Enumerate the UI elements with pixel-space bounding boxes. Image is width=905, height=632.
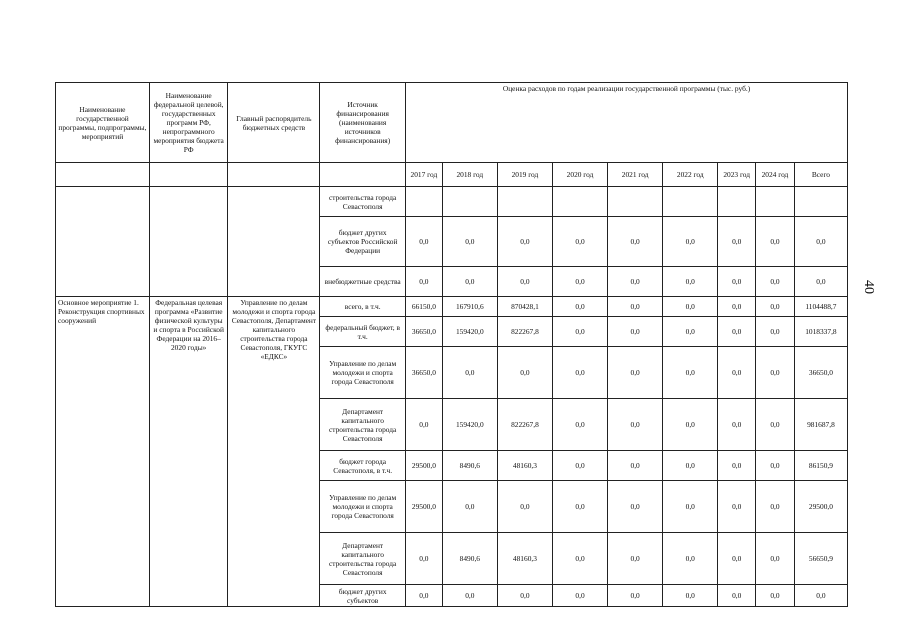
value-cell: 0,0 [497, 217, 552, 267]
value-cell: 0,0 [718, 451, 756, 481]
value-cell: 0,0 [608, 585, 663, 607]
value-cell: 86150,9 [794, 451, 847, 481]
header-year-cell: 2019 год [497, 163, 552, 187]
value-cell: 0,0 [552, 585, 607, 607]
value-cell: 0,0 [406, 585, 443, 607]
continued-name-cell [56, 187, 150, 297]
table-row [56, 297, 848, 317]
value-cell: 0,0 [552, 481, 607, 533]
value-cell: 0,0 [663, 585, 718, 607]
value-cell: 0,0 [663, 317, 718, 347]
value-cell: 0,0 [718, 481, 756, 533]
value-cell: 981687,8 [794, 399, 847, 451]
value-cell: 0,0 [756, 267, 795, 297]
budget-table-sheet [55, 82, 848, 607]
header-years-row [56, 163, 848, 187]
value-cell: 8490,6 [442, 451, 497, 481]
value-cell: 0,0 [718, 317, 756, 347]
value-cell: 0,0 [608, 267, 663, 297]
value-cell: 0,0 [663, 217, 718, 267]
value-cell: 0,0 [442, 585, 497, 607]
source-cell: внебюджетные средства [320, 267, 406, 297]
value-cell [663, 187, 718, 217]
header-col-manager: Главный распорядитель бюджетных средств [228, 83, 320, 163]
value-cell: 0,0 [497, 481, 552, 533]
header-empty-cell [320, 163, 406, 187]
value-cell: 56650,9 [794, 533, 847, 585]
value-cell: 0,0 [406, 267, 443, 297]
value-cell: 0,0 [718, 267, 756, 297]
value-cell: 29500,0 [406, 481, 443, 533]
source-cell: бюджет других субъектов [320, 585, 406, 607]
value-cell [497, 187, 552, 217]
value-cell: 159420,0 [442, 317, 497, 347]
value-cell: 0,0 [794, 267, 847, 297]
header-col-estimate: Оценка расходов по годам реализации государственной программы (тыс. руб.) [406, 83, 848, 163]
header-col-source: Источник финансирования (наименования источников финансирования) [320, 83, 406, 163]
value-cell: 0,0 [552, 347, 607, 399]
value-cell: 36650,0 [406, 347, 443, 399]
header-col-name: Наименование государственной программы, подпрограммы, мероприятий [56, 83, 150, 163]
source-cell: строительства города Севастополя [320, 187, 406, 217]
value-cell: 0,0 [552, 217, 607, 267]
value-cell: 0,0 [442, 481, 497, 533]
value-cell: 0,0 [718, 585, 756, 607]
value-cell: 0,0 [497, 585, 552, 607]
value-cell: 0,0 [794, 585, 847, 607]
value-cell: 0,0 [756, 481, 795, 533]
value-cell [442, 187, 497, 217]
page-number: 40 [861, 280, 876, 294]
value-cell: 48160,3 [497, 533, 552, 585]
activity-federal-cell: Федеральная целевая программа «Развитие физической культуры и спорта в Российской Федерации на 2016–2020 годы» [149, 297, 228, 607]
header-row [56, 83, 848, 163]
value-cell: 0,0 [442, 347, 497, 399]
value-cell: 0,0 [794, 217, 847, 267]
header-year-cell: 2024 год [756, 163, 795, 187]
source-cell: Департамент капитального строительства города Севастополя [320, 399, 406, 451]
continued-manager-cell [228, 187, 320, 297]
value-cell [608, 187, 663, 217]
value-cell: 0,0 [406, 399, 443, 451]
value-cell: 0,0 [663, 267, 718, 297]
value-cell: 0,0 [718, 217, 756, 267]
value-cell: 0,0 [756, 399, 795, 451]
value-cell: 0,0 [756, 297, 795, 317]
value-cell: 0,0 [718, 297, 756, 317]
header-empty-cell [56, 163, 150, 187]
value-cell: 0,0 [442, 267, 497, 297]
value-cell: 0,0 [718, 347, 756, 399]
value-cell: 0,0 [663, 451, 718, 481]
value-cell: 8490,6 [442, 533, 497, 585]
value-cell: 0,0 [608, 347, 663, 399]
source-cell: Департамент капитального строительства города Севастополя [320, 533, 406, 585]
value-cell: 36650,0 [406, 317, 443, 347]
value-cell: 0,0 [552, 533, 607, 585]
header-year-cell: 2021 год [608, 163, 663, 187]
value-cell: 0,0 [497, 347, 552, 399]
value-cell: 0,0 [552, 451, 607, 481]
value-cell: 29500,0 [406, 451, 443, 481]
source-cell: Управление по делам молодежи и спорта города Севастополя [320, 481, 406, 533]
value-cell: 0,0 [718, 533, 756, 585]
value-cell: 48160,3 [497, 451, 552, 481]
value-cell: 0,0 [608, 481, 663, 533]
value-cell: 0,0 [608, 451, 663, 481]
value-cell: 66150,0 [406, 297, 443, 317]
activity-manager-cell: Управление по делам молодежи и спорта города Севастополя, Департамент капитального строительства города Севастополя, ГКУГС «ЕДКС» [228, 297, 320, 607]
value-cell: 1018337,8 [794, 317, 847, 347]
source-cell: бюджет города Севастополя, в т.ч. [320, 451, 406, 481]
value-cell [718, 187, 756, 217]
header-year-cell: Всего [794, 163, 847, 187]
header-year-cell: 2020 год [552, 163, 607, 187]
header-year-cell: 2022 год [663, 163, 718, 187]
header-empty-cell [228, 163, 320, 187]
value-cell: 0,0 [442, 217, 497, 267]
value-cell: 822267,8 [497, 399, 552, 451]
header-year-cell: 2017 год [406, 163, 443, 187]
header-year-cell: 2023 год [718, 163, 756, 187]
value-cell: 0,0 [663, 297, 718, 317]
value-cell: 36650,0 [794, 347, 847, 399]
value-cell [552, 187, 607, 217]
value-cell: 0,0 [608, 317, 663, 347]
header-year-cell: 2018 год [442, 163, 497, 187]
value-cell: 0,0 [663, 347, 718, 399]
value-cell: 0,0 [552, 267, 607, 297]
activity-name-cell: Основное мероприятие 1. Реконструкция спортивных сооружений [56, 297, 150, 607]
value-cell: 0,0 [663, 399, 718, 451]
value-cell: 0,0 [552, 317, 607, 347]
source-cell: бюджет других субъектов Российской Федерации [320, 217, 406, 267]
value-cell: 0,0 [552, 297, 607, 317]
header-empty-cell [149, 163, 228, 187]
value-cell: 0,0 [406, 217, 443, 267]
value-cell: 870428,1 [497, 297, 552, 317]
value-cell: 0,0 [756, 451, 795, 481]
header-col-federal: Наименование федеральной целевой, государственных программ РФ, непрограммного мероприятия бюджета РФ [149, 83, 228, 163]
value-cell: 0,0 [756, 317, 795, 347]
value-cell: 0,0 [756, 533, 795, 585]
value-cell: 29500,0 [794, 481, 847, 533]
value-cell: 0,0 [608, 217, 663, 267]
value-cell: 1104488,7 [794, 297, 847, 317]
value-cell: 0,0 [718, 399, 756, 451]
value-cell [756, 187, 795, 217]
source-cell: Управление по делам молодежи и спорта города Севастополя [320, 347, 406, 399]
value-cell: 0,0 [406, 533, 443, 585]
value-cell: 0,0 [756, 217, 795, 267]
value-cell: 0,0 [608, 533, 663, 585]
value-cell: 159420,0 [442, 399, 497, 451]
value-cell: 0,0 [663, 481, 718, 533]
budget-table [55, 82, 848, 607]
value-cell: 0,0 [608, 297, 663, 317]
source-cell: всего, в т.ч. [320, 297, 406, 317]
value-cell: 167910,6 [442, 297, 497, 317]
source-cell: федеральный бюджет, в т.ч. [320, 317, 406, 347]
value-cell: 0,0 [663, 533, 718, 585]
continued-federal-cell [149, 187, 228, 297]
value-cell: 0,0 [756, 585, 795, 607]
value-cell: 0,0 [608, 399, 663, 451]
value-cell: 0,0 [756, 347, 795, 399]
table-row [56, 187, 848, 217]
value-cell: 0,0 [497, 267, 552, 297]
value-cell [794, 187, 847, 217]
value-cell [406, 187, 443, 217]
value-cell: 0,0 [552, 399, 607, 451]
value-cell: 822267,8 [497, 317, 552, 347]
